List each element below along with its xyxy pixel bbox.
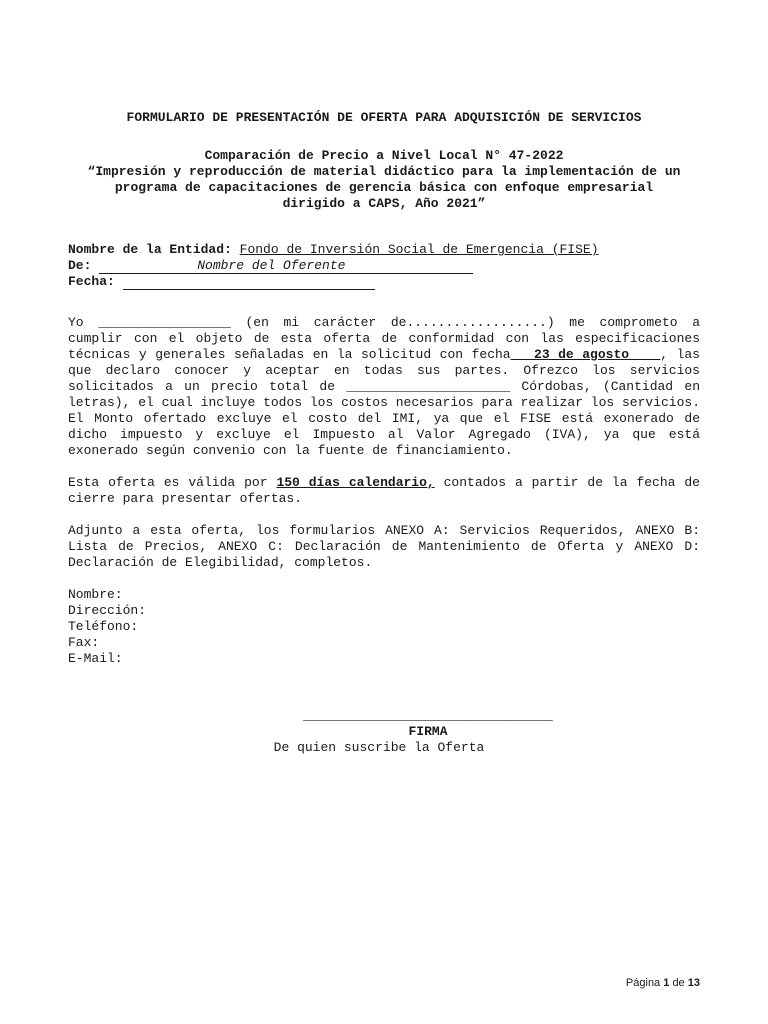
fecha-row [68,274,700,290]
entity-fields [68,242,700,290]
subject-line-1: “Impresión y reproducción de material didáctico para la implementación de un [87,164,681,179]
contact-email: E-Mail: [68,651,123,666]
contact-fax: Fax: [68,635,100,650]
form-title: FORMULARIO DE PRESENTACIÓN DE OFERTA PARA ADQUISICIÓN DE SERVICIOS [126,110,642,125]
entity-label: Nombre de la Entidad: [68,242,232,257]
signature-subtitle: De quien suscribe la Oferta [273,740,485,755]
fecha-field [123,275,375,290]
document-page [68,110,700,756]
validity-paragraph [68,475,700,507]
subject-line-2: programa de capacitaciones de gerencia básica con enfoque empresarial [114,180,654,195]
contact-nombre: Nombre: [68,587,123,602]
de-field [99,259,473,274]
de-row [68,258,700,274]
validity-text-b: contados a partir de la fecha de cierre para presentar ofertas. [68,475,700,506]
commitment-text-b: , las que declaro conocer y aceptar en todas sus partes. Ofrezco los servicios solicitados a un precio total de _____________________ Córdobas, (Cantidad en letras), el cual incluye todos los costos necesarios para realizar los servicios. El Monto ofertado excluye el costo del IMI, ya que el FISE está exonerado de dicho impuesto y excluye el Impuesto al Valor Agregado (IVA), ya que está exonerado según convenio con la fuente de financiamiento. [68,347,700,458]
entity-value: Fondo de Inversión Social de Emergencia (FISE) [239,242,599,257]
validity-text-a: Esta oferta es válida por [68,475,268,490]
contact-direccion: Dirección: [68,603,147,618]
commitment-paragraph [68,315,700,459]
signature-label: FIRMA [408,724,448,739]
of-word: de [672,977,685,989]
contact-block [68,587,700,667]
commitment-text-a: Yo _________________ (en mi carácter de..................) me comprometo a cumplir con el objeto de esta oferta de conformidad con las especificaciones técnicas y generales señaladas en la solicitud con fecha [68,315,700,362]
subject-line-3: dirigido a CAPS, Año 2021” [282,196,486,211]
page-total: 13 [687,977,700,989]
page-number: 1 [663,977,670,989]
contact-telefono: Teléfono: [68,619,139,634]
comparison-number: Comparación de Precio a Nivel Local N° 47-2022 [204,148,564,163]
de-value: Nombre del Oferente [197,258,346,273]
de-label: De: [68,258,92,273]
fecha-label: Fecha: [68,274,115,289]
solicitation-date: ___23 de agosto____ [510,347,661,362]
page-footer [626,975,700,991]
page-word: Página [625,977,661,989]
entity-row [68,242,700,258]
signature-line: ________________________________ [303,708,553,723]
validity-days: 150 días calendario, [276,475,435,490]
signature-block [68,708,700,756]
annex-paragraph: Adjunto a esta oferta, los formularios ANEXO A: Servicios Requeridos, ANEXO B: Lista de Precios, ANEXO C: Declaración de Mantenimiento de Oferta y ANEXO D: Declaración de Elegibilidad, completos. [68,523,700,570]
